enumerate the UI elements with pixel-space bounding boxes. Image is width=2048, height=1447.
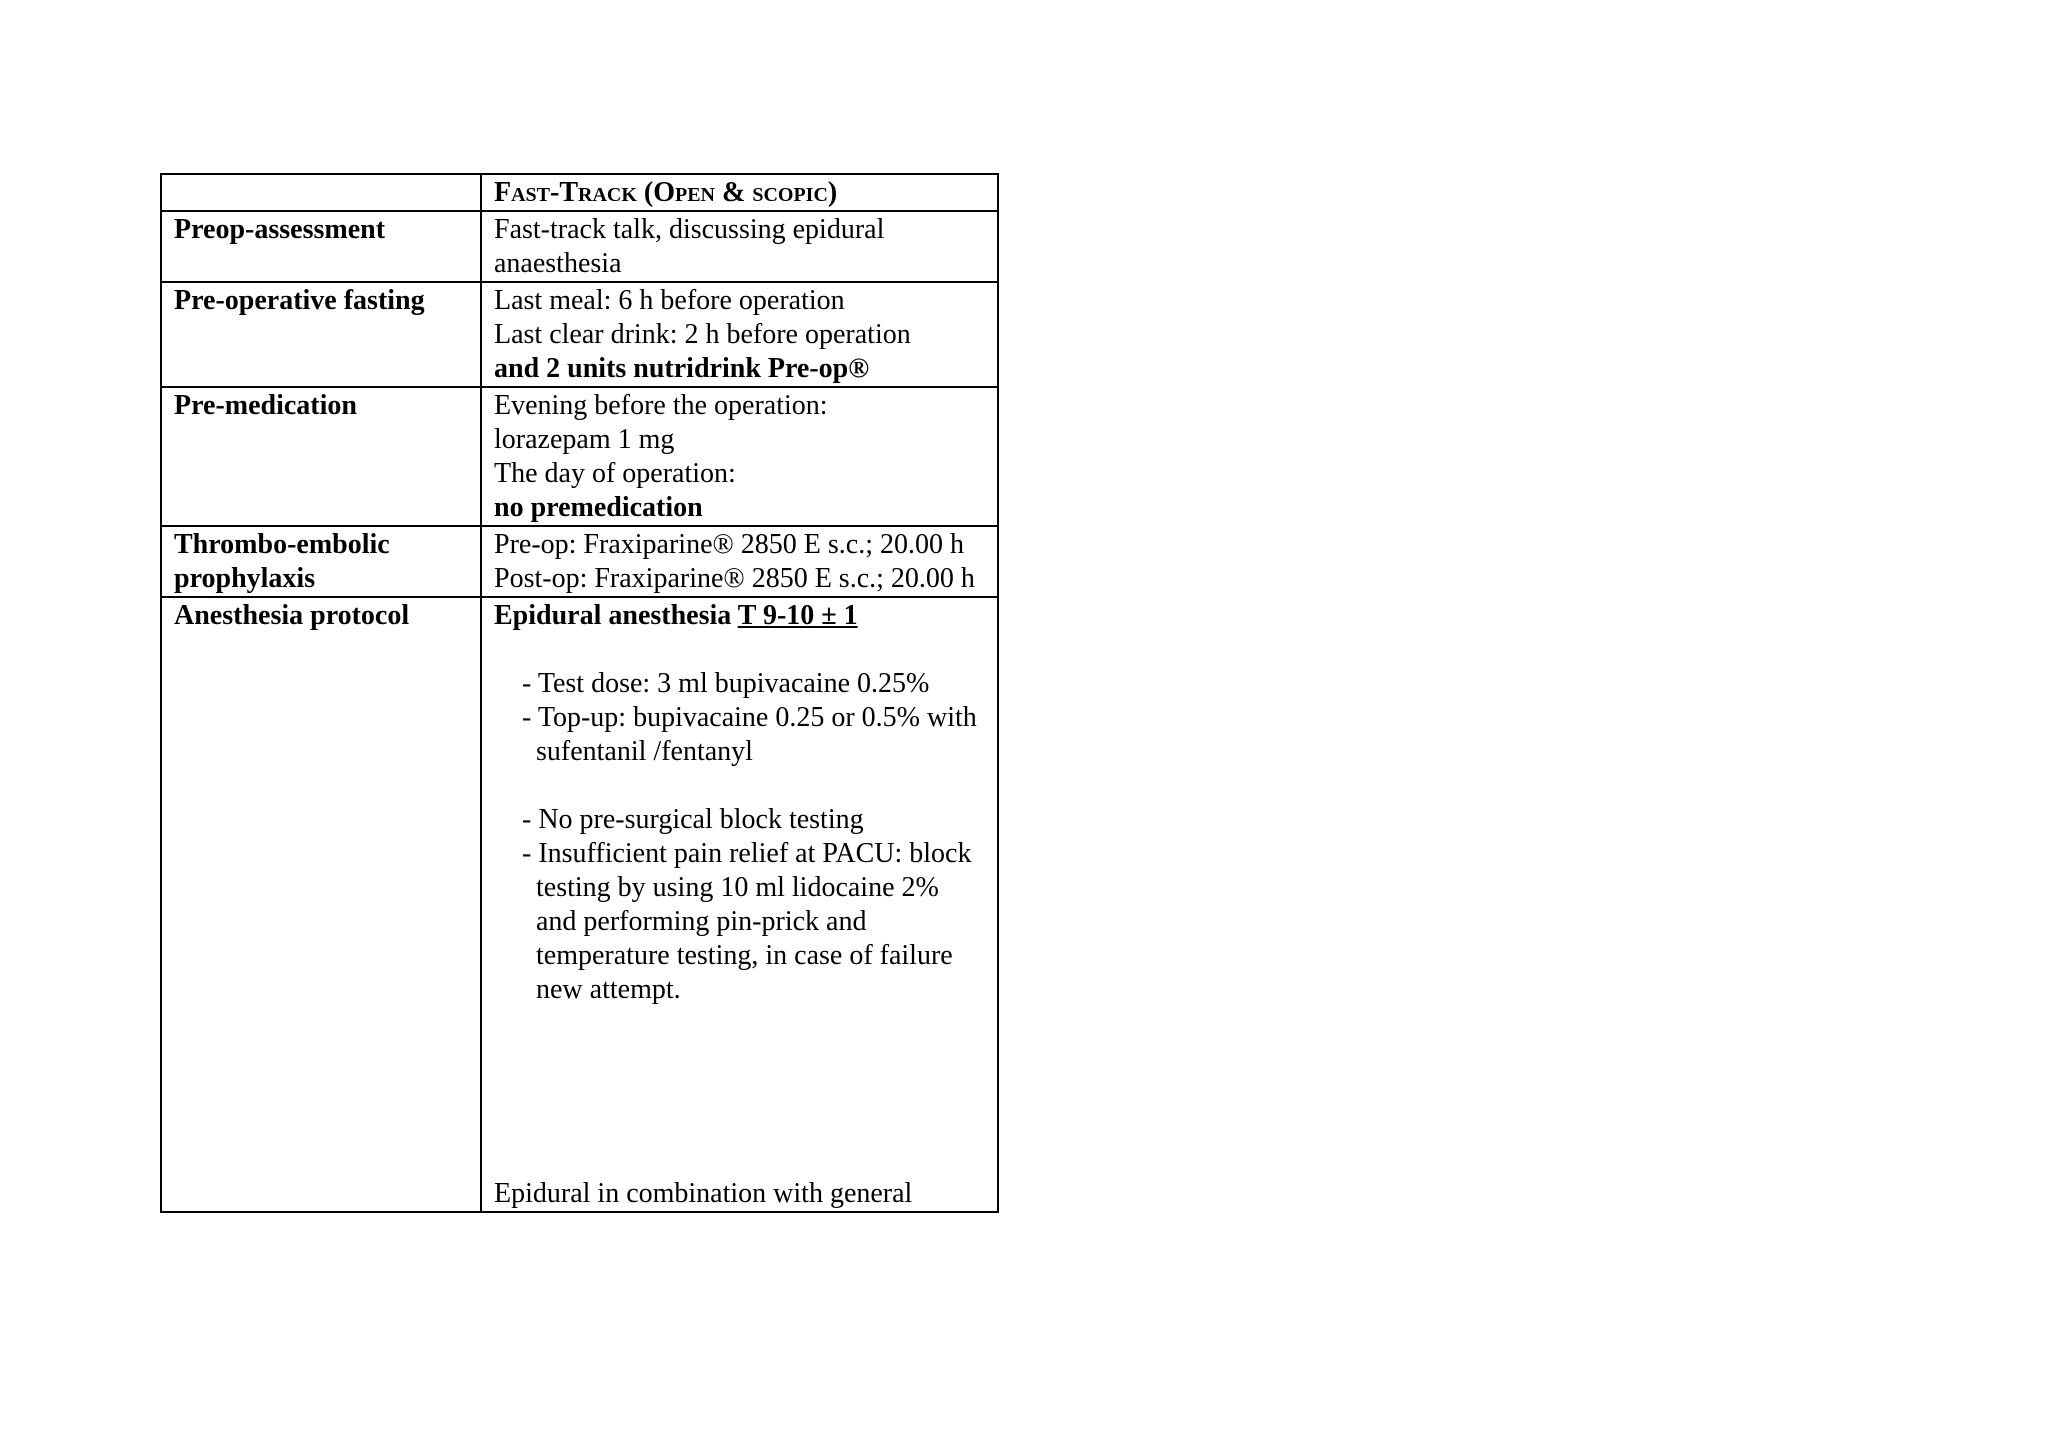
anesthesia-heading-text: Epidural anesthesia: [494, 600, 738, 631]
cell-text: The day of operation:: [494, 458, 736, 489]
anesthesia-level: T 9-10 ± 1: [737, 600, 858, 631]
row-label-pre-operative-fasting: Pre-operative fasting: [161, 282, 481, 387]
cell-text: Pre-op: Fraxiparine® 2850 E s.c.; 20.00 h: [494, 529, 964, 560]
cell-text: Epidural in combination with general: [494, 1178, 913, 1209]
spacer: [494, 1007, 985, 1177]
cell-text: Evening before the operation:: [494, 390, 828, 421]
list-item: - Test dose: 3 ml bupivacaine 0.25%: [522, 668, 930, 699]
table-row: [161, 387, 998, 526]
cell-text: Last meal: 6 h before operation: [494, 285, 845, 316]
list-item: - No pre-surgical block testing: [522, 804, 864, 835]
row-label-thrombo-embolic-prophylaxis: Thrombo-embolic prophylaxis: [161, 526, 481, 597]
table-row: [161, 211, 998, 282]
cell-text: Fast-track talk, discussing epidural anaesthesia: [494, 214, 885, 279]
row-label-pre-medication: Pre-medication: [161, 387, 481, 526]
header-title-cell: [481, 174, 998, 211]
table-title: Fast-Track (Open & scopic): [494, 177, 838, 208]
row-value-pre-medication: [481, 387, 998, 526]
dosing-list: [494, 667, 985, 769]
row-value-anesthesia-protocol: [481, 597, 998, 1212]
anesthesia-heading: [494, 599, 985, 633]
cell-text-bold: and 2 units nutridrink Pre-op®: [494, 353, 870, 384]
table-header-row: [161, 174, 998, 211]
spacer: [494, 633, 985, 667]
cell-text: Last clear drink: 2 h before operation: [494, 319, 911, 350]
row-value-pre-operative-fasting: [481, 282, 998, 387]
spacer: [494, 769, 985, 803]
table-row: [161, 526, 998, 597]
row-value-thrombo-embolic-prophylaxis: [481, 526, 998, 597]
row-label-anesthesia-protocol: Anesthesia protocol: [161, 597, 481, 1212]
table-row: [161, 282, 998, 387]
list-item: - Top-up: bupivacaine 0.25 or 0.5% with sufentanil /fentanyl: [522, 702, 977, 767]
row-value-preop-assessment: [481, 211, 998, 282]
header-label-cell: [161, 174, 481, 211]
list-item: - Insufficient pain relief at PACU: block testing by using 10 ml lidocaine 2% and performing pin-prick and temperature testing, in case of failure new attempt.: [522, 838, 972, 1005]
block-testing-list: [494, 803, 985, 1007]
cell-text: Post-op: Fraxiparine® 2850 E s.c.; 20.00 h: [494, 563, 975, 594]
table-row: [161, 597, 998, 1212]
row-label-preop-assessment: Preop-assessment: [161, 211, 481, 282]
cell-text-bold: no premedication: [494, 492, 703, 523]
protocol-table: [160, 173, 999, 1213]
cell-text: lorazepam 1 mg: [494, 424, 675, 455]
